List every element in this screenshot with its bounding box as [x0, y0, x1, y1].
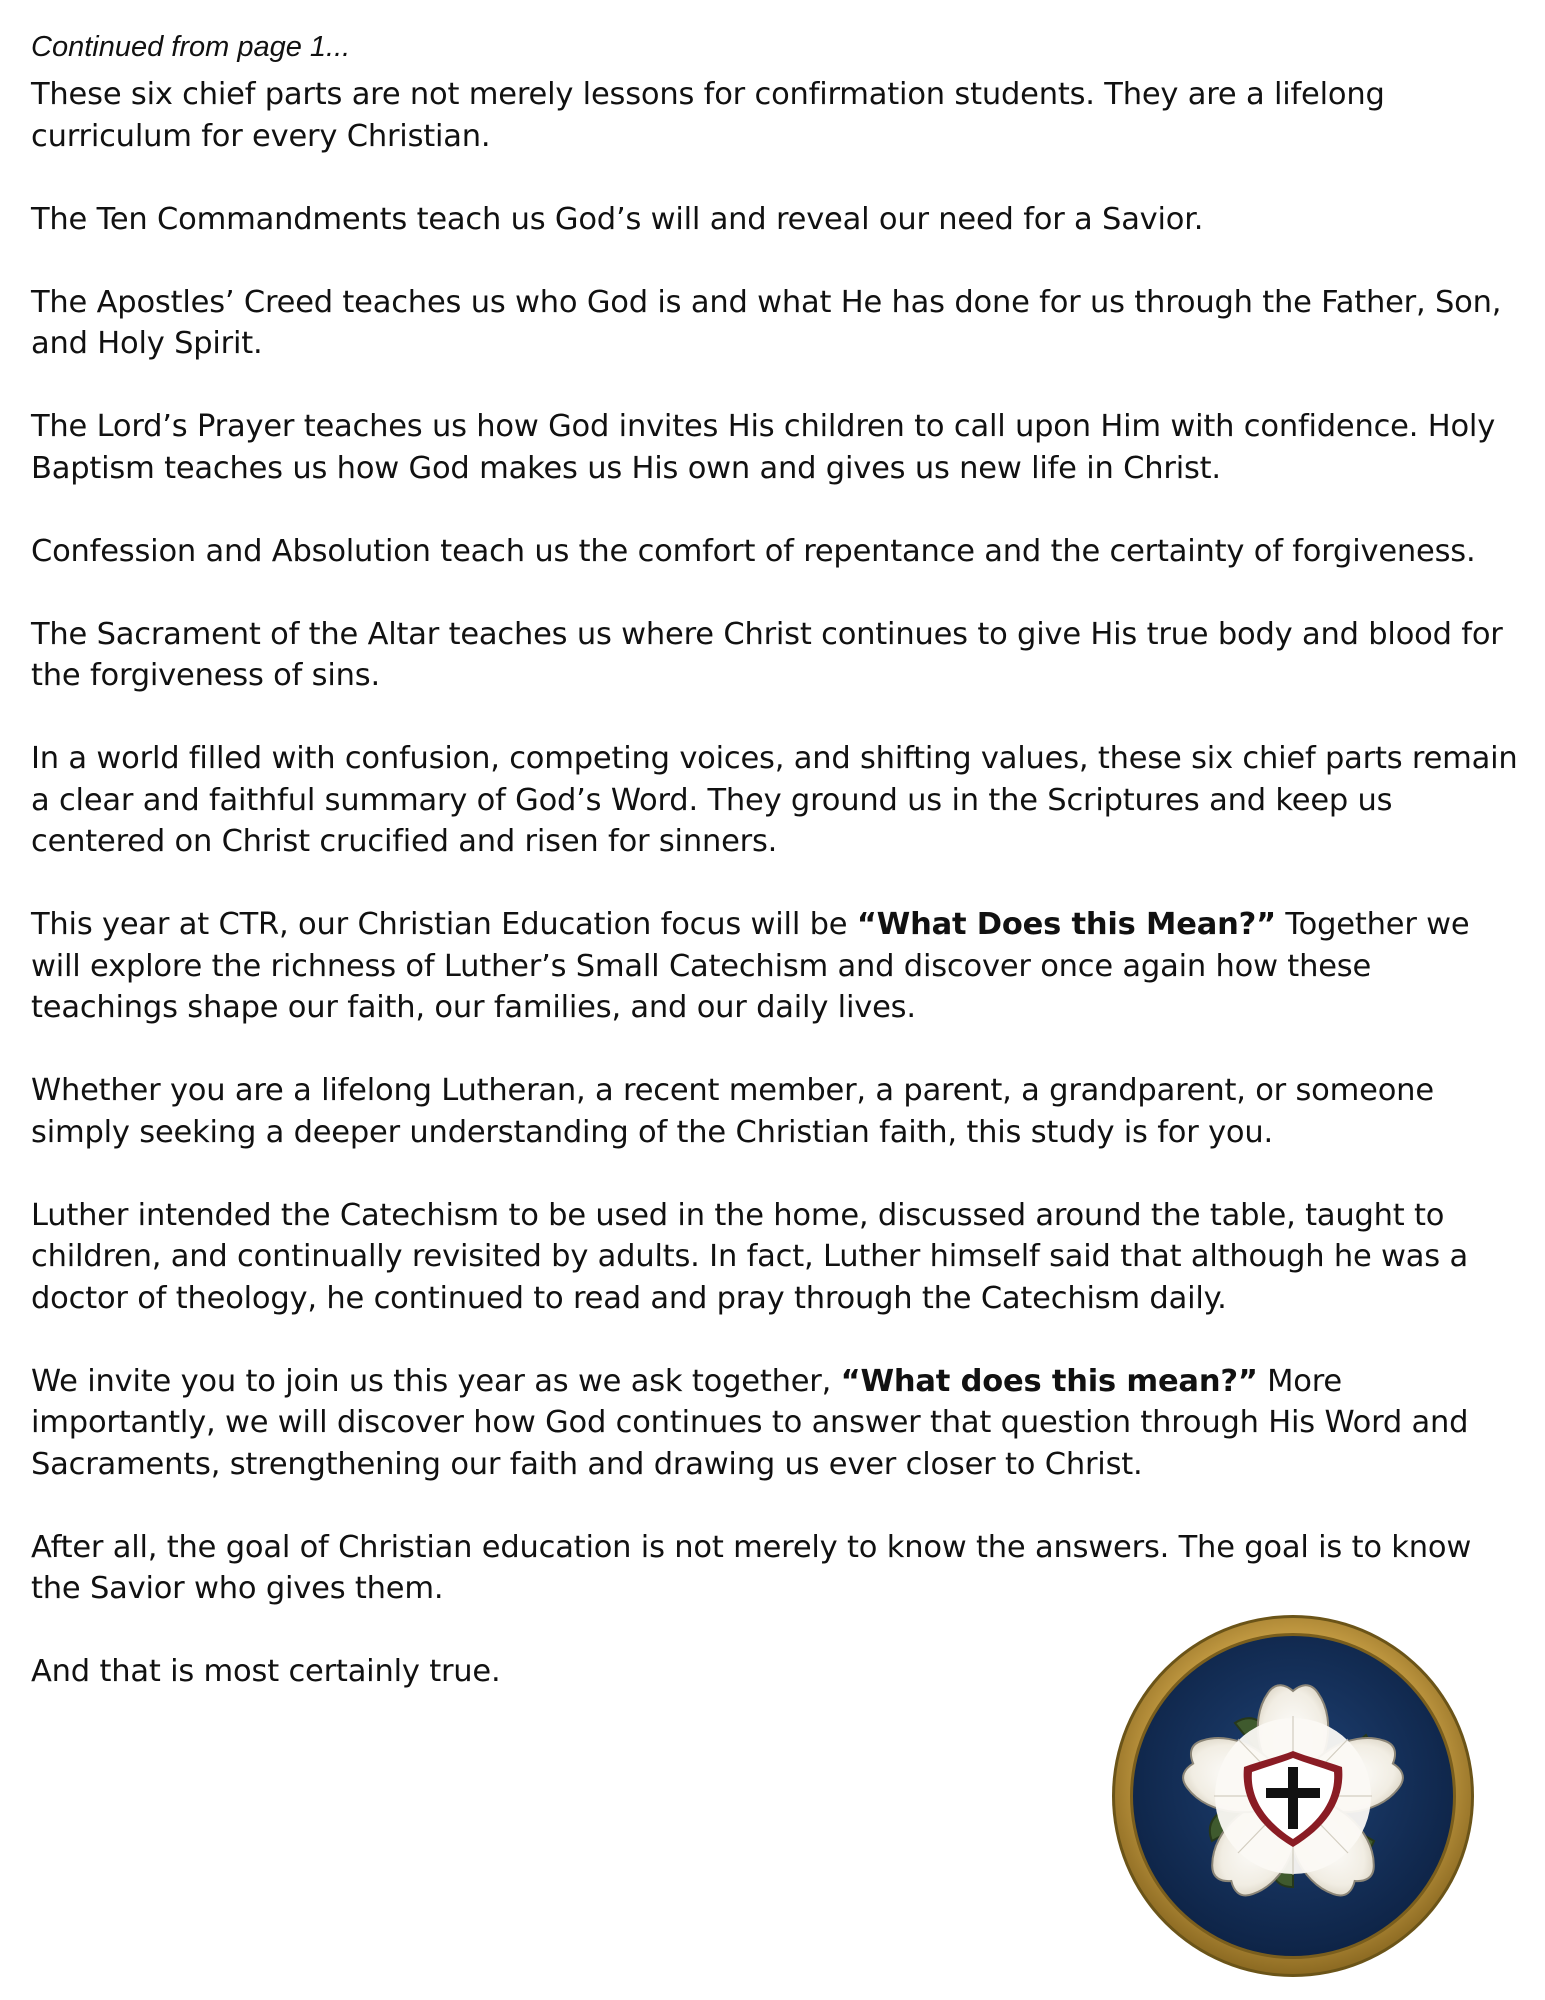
continued-note: Continued from page 1...	[31, 31, 351, 63]
paragraph-closing: And that is most certainly true.	[31, 1654, 501, 1689]
paragraph-luther-intent: Luther intended the Catechism to be used in the home, discussed around the table, taught to children, and continually revisited by adults. In fact, Luther himself said that although he was a doctor of theology, he continued to read and pray through the Catechism daily.	[31, 1197, 1468, 1316]
invitation-question: “What does this mean?”	[840, 1363, 1258, 1399]
paragraph-clear-summary: In a world filled with confusion, competing voices, and shifting values, these six chief parts remain a clear and faithful summary of God’s Word. They ground us in the Scriptures and keep us centered on Christ crucified and risen for sinners.	[31, 741, 1518, 859]
paragraph-apostles-creed: The Apostles’ Creed teaches us who God is and what He has done for us through the Father, Son, and Holy Spirit.	[31, 284, 1502, 361]
paragraph-confession-absolution: Confession and Absolution teach us the comfort of repentance and the certainty of forgiveness.	[31, 533, 1476, 569]
education-focus-rest: Together we will explore the richness of Luther’s Small Catechism and discover once again how these teachings shape our faith, our families, and our daily lives.	[31, 907, 1470, 1025]
document-page	[31, 26, 1521, 1734]
paragraph-education-focus	[31, 904, 1521, 1029]
paragraph-ten-commandments: The Ten Commandments teach us God’s will and reveal our need for a Savior.	[31, 201, 1204, 237]
invitation-rest: More importantly, we will discover how God continues to answer that question through His Word and Sacraments, strengthening our faith and drawing us ever closer to Christ.	[31, 1363, 1469, 1482]
paragraph-invitation	[31, 1361, 1521, 1486]
invitation-lead: We invite you to join us this year as we ask together,	[31, 1363, 841, 1399]
paragraph-goal: After all, the goal of Christian education is not merely to know the answers. The goal is to know the Savior who gives them.	[31, 1529, 1472, 1606]
paragraph-lords-prayer-baptism: The Lord’s Prayer teaches us how God invites His children to call upon Him with confidence. Holy Baptism teaches us how God makes us His own and gives us new life in Christ.	[31, 409, 1496, 486]
paragraph-lifelong-curriculum: These six chief parts are not merely lessons for confirmation students. They are a lifelong curriculum for every Christian.	[31, 77, 1385, 154]
education-focus-lead: This year at CTR, our Christian Education focus will be	[31, 907, 857, 942]
education-focus-theme: “What Does this Mean?”	[856, 907, 1276, 942]
luther-rose-seal-icon	[1108, 1611, 1478, 1981]
paragraph-study-for-you: Whether you are a lifelong Lutheran, a recent member, a parent, a grandparent, or someone simply seeking a deeper understanding of the Christian faith, this study is for you.	[31, 1073, 1434, 1150]
paragraph-sacrament-altar: The Sacrament of the Altar teaches us where Christ continues to give His true body and blood for the forgiveness of sins.	[31, 616, 1503, 693]
